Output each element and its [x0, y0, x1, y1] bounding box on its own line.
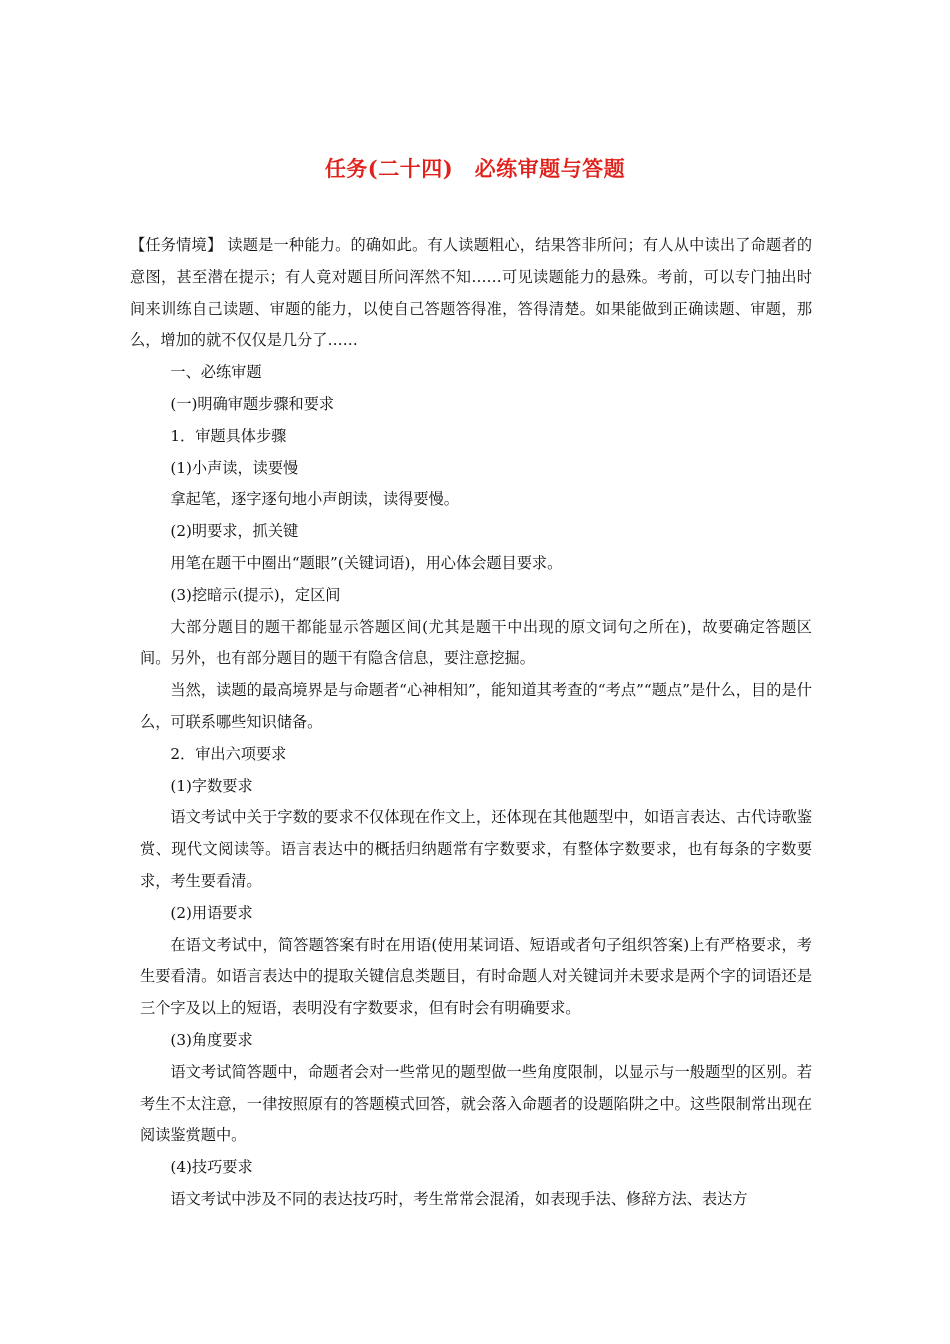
section-heading: 一、必练审题	[170, 363, 262, 382]
requirement-heading: (3)角度要求	[170, 1030, 253, 1049]
step-heading: (1)小声读，读要慢	[170, 458, 299, 477]
body-paragraph: 用笔在题干中圈出“题眼”(关键词语)，用心体会题目要求。	[170, 553, 563, 572]
requirement-heading: (1)字数要求	[170, 776, 253, 795]
body-paragraph: 语文考试中涉及不同的表达技巧时，考生常常会混淆，如表现手法、修辞方法、表达方	[170, 1189, 748, 1208]
requirement-heading: (2)用语要求	[170, 903, 253, 922]
body-paragraph: 拿起笔，逐字逐句地小声朗读，读得要慢。	[170, 490, 459, 509]
body-paragraph: 大部分题目的题干都能显示答题区间(尤其是题干中出现的原文词句之所在)，故要确定答题区间。另外，也有部分题目的题干有隐含信息，要注意挖掘。	[140, 617, 812, 668]
requirement-heading: (4)技巧要求	[170, 1158, 253, 1177]
task-situation-tag: 【任务情境】	[130, 236, 223, 254]
body-paragraph: 当然，读题的最高境界是与命题者“心神相知”，能知道其考查的“考点”“题点”是什么，目的是什么，可联系哪些知识储备。	[140, 681, 812, 731]
task-situation-paragraph	[130, 230, 812, 357]
step-heading: (2)明要求，抓关键	[170, 522, 299, 541]
document-body	[130, 230, 813, 1216]
body-paragraph: 语文考试中关于字数的要求不仅体现在作文上，还体现在其他题型中，如语言表达、古代诗歌鉴赏、现代文阅读等。语言表达中的概括归纳题常有字数要求，有整体字数要求，也有每条的字数要求，考生要看清。	[140, 808, 812, 890]
document-title: 任务(二十四) 必练审题与答题	[324, 156, 626, 181]
task-situation-text: 读题是一种能力。的确如此。有人读题粗心，结果答非所问；有人从中读出了命题者的意图，甚至潜在提示；有人竟对题目所问浑然不知……可见读题能力的悬殊。考前，可以专门抽出时间来训练自己读题、审题的能力，以使自己答题答得准，答得清楚。如果能做到正确读题、审题，那么，增加的就不仅仅是几分了……	[130, 236, 813, 350]
item-heading: 1．审题具体步骤	[170, 426, 287, 445]
body-paragraph: 在语文考试中，简答题答案有时在用语(使用某词语、短语或者句子组织答案)上有严格要求，考生要看清。如语言表达中的提取关键信息类题目，有时命题人对关键词并未要求是两个字的词语还是三个字及以上的短语，表明没有字数要求，但有时会有明确要求。	[140, 935, 812, 1018]
body-paragraph: 语文考试简答题中，命题者会对一些常见的题型做一些角度限制，以显示与一般题型的区别。若考生不太注意，一律按照原有的答题模式回答，就会落入命题者的设题陷阱之中。这些限制常出现在阅读鉴赏题中。	[140, 1062, 812, 1145]
item-heading: 2．审出六项要求	[170, 744, 287, 763]
subsection-heading: (一)明确审题步骤和要求	[170, 394, 335, 413]
step-heading: (3)挖暗示(提示)，定区间	[170, 585, 341, 604]
